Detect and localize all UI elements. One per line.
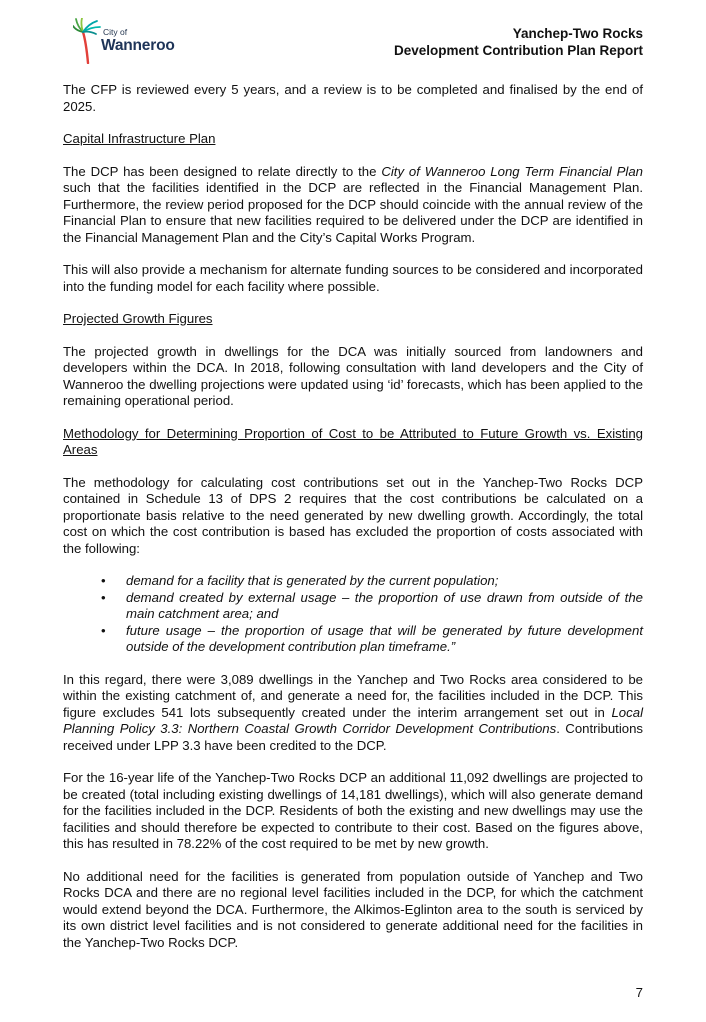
heading-capital-infrastructure-plan: Capital Infrastructure Plan: [63, 131, 216, 146]
methodology-bullet-list: [63, 573, 643, 656]
paragraph-projected-growth: The projected growth in dwellings for the DCA was initially sourced from landowners and developers within the DCA. In 2018, following consultation with land developers and the City of Wanneroo the dwelling projections were updated using ‘id’ forecasts, which has been applied to the remaining operational period.: [63, 343, 643, 408]
page-header: [63, 18, 643, 66]
paragraph-existing-dwellings: [63, 672, 643, 755]
paragraph-16-year-life: For the 16-year life of the Yanchep-Two Rocks DCP an additional 11,092 dwellings are projected to be created (total including existing dwellings of 14,181 dwellings), which will also generate demand for the facilities included in the DCP. Residents of both the existing and new dwellings may use the facilities and should therefore be expected to contribute to their cost. Based on the figures above, this has resulted in 78.22% of the cost required to be met by new growth.: [63, 770, 643, 851]
paragraph-dcp-design-post: such that the facilities identified in the DCP are reflected in the Financial Management Plan. Furthermore, the review period proposed for the DCP should coincide with the annual review of the Financial Plan to ensure that new facilities required to be delivered under the DCP are identified in the Financial Management Plan and the City’s Capital Works Program.: [63, 180, 643, 245]
paragraph-existing-dwellings-italic: Local Planning Policy 3.3: Northern Coastal Growth Corridor Development Contributions: [63, 704, 643, 736]
city-of-wanneroo-logo: [73, 18, 175, 69]
page-number: 7: [635, 985, 643, 1000]
paragraph-cfp-review: The CFP is reviewed every 5 years, and a review is to be completed and finalised by the end of 2025.: [63, 82, 643, 114]
paragraph-methodology: The methodology for calculating cost contributions set out in the Yanchep-Two Rocks DCP contained in Schedule 13 of DPS 2 requires that the cost contributions be calculated on a proportionate basis relative to the need generated by new dwelling growth. Accordingly, the total cost on which the cost contribution is based has excluded the proportion of costs associated with the following:: [63, 474, 643, 556]
logo-city-of: City of: [103, 27, 128, 37]
paragraph-dcp-design: [63, 164, 643, 247]
paragraph-existing-dwellings-pre: In this regard, there were 3,089 dwellings in the Yanchep and Two Rocks area considered to be within the existing catchment of, and generate a need for, the facilities included in the DCP. This figure excludes 541 lots subsequently created under the interim arrangement set out in: [63, 671, 643, 720]
document-title: [394, 18, 643, 59]
paragraph-dcp-design-italic: City of Wanneroo Long Term Financial Plan: [381, 163, 643, 179]
logo-wanneroo: Wanneroo: [101, 37, 175, 54]
bullet-future-usage: • future usage – the proportion of usage that will be generated by future development outside of the development contribution plan timeframe.”: [63, 623, 643, 656]
heading-methodology: Methodology for Determining Proportion of Cost to be Attributed to Future Growth vs. Existing Areas: [63, 425, 643, 457]
paragraph-dcp-design-pre: The DCP has been designed to relate directly to the: [63, 163, 382, 179]
bullet-external-usage: • demand created by external usage – the proportion of use drawn from outside of the main catchment area; and: [63, 590, 643, 623]
heading-projected-growth-figures: Projected Growth Figures: [63, 311, 213, 326]
logo-text: [101, 27, 175, 55]
document-title-line2: Development Contribution Plan Report: [393, 43, 643, 58]
paragraph-no-additional-need: No additional need for the facilities is generated from population outside of Yanchep and Two Rocks DCA and there are no regional level facilities included in the DCP, for which the catchment would extend beyond the DCA. Furthermore, the Alkimos-Eglinton area to the south is serviced by its own district level facilities and is not considered to generate additional need for the facilities in the Yanchep-Two Rocks DCP.: [63, 868, 643, 950]
document-title-line1: Yanchep-Two Rocks: [512, 26, 643, 41]
paragraph-existing-dwellings-post: . Contributions received under LPP 3.3 have been credited to the DCP.: [63, 721, 644, 753]
bullet-current-population: • demand for a facility that is generated by the current population;: [63, 573, 643, 590]
paragraph-funding-mechanism: This will also provide a mechanism for alternate funding sources to be considered and incorporated into the funding model for each facility where possible.: [63, 262, 643, 294]
